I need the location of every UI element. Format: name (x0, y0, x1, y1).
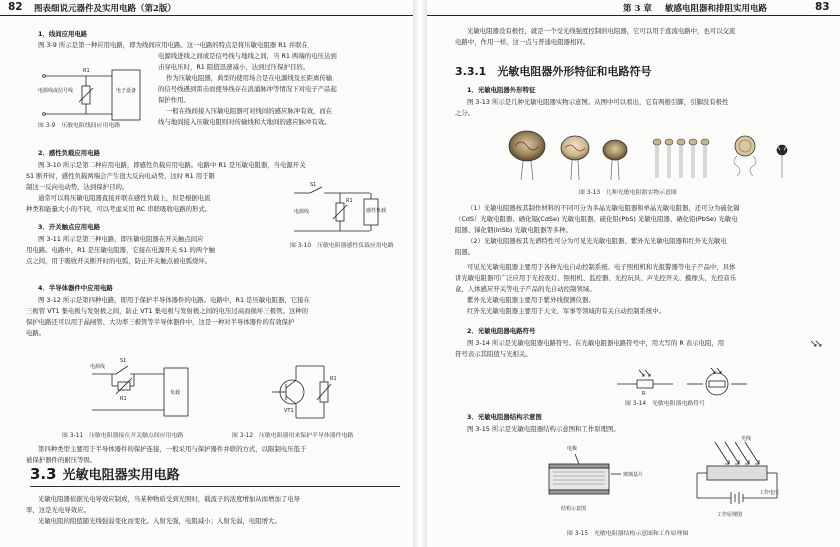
type-line: 阻器、锑化铟(InSb) 光敏电阻器等多种。 (455, 226, 572, 234)
fig-3-15-caption: 图 3-15 光敏电阻器结构示意图和工作原理图 (567, 531, 689, 537)
sec1-title: 1．线间应用电路 (38, 30, 88, 38)
photoresistor-large (509, 131, 545, 180)
fig-3-15-structure (539, 440, 649, 520)
sub1-line: 图 3-13 所示是几种光敏电阻器实物示意图。从图中可以看出，它有两根引脚，引脚没有极性 (467, 98, 729, 106)
type-line: 盒、人体感应开关等电子产品的光自动控制领域。 (455, 285, 596, 293)
sub1-line: 之分。 (455, 109, 475, 117)
right-page (427, 0, 840, 547)
fig-3-14-caption: 图 3-14 光敏电阻器电路符号 (625, 401, 706, 407)
right-page-number: 83 (815, 1, 830, 13)
type-line: 红外光光敏电阻器主要用于天文、军事等领域的有关自动控制系统中。 (467, 307, 666, 315)
fig-3-13-photoresistors (497, 124, 797, 184)
fig-3-9-circuit (36, 62, 146, 127)
left-book-title: 图表细说元器件及实用电路（第2版） (34, 4, 176, 14)
sec4-line: 图 3-12 所示是第四种电路，即用于保护半导体器件的电路。电路中，R1 是压敏电阻器，它接在 (38, 296, 310, 304)
sec1-line: 作为压敏电阻器，典型的使用场合是在电源线及长距离传输 (166, 74, 333, 82)
fig311-s1-label: S1 (120, 358, 127, 364)
fig311-load-label: 负载 (170, 390, 181, 396)
type-line: （CdS）光敏电阻器、硒化镉(CdSe) 光敏电阻器、硫化铅(PbS) 光敏电阻器、硒化铅(PbSe) 光敏电 (455, 215, 738, 223)
sec2-line: 制这一反向电动势，达到保护目的。 (26, 183, 129, 191)
right-chapter-title: 敏感电阻器和排阻实用电路 (665, 4, 768, 14)
photoresistor-row (653, 139, 709, 178)
sec3-line: 点之间，用于吸收开关断开时的电弧，防止开关触点被电弧烧坏。 (26, 257, 212, 265)
fig314-r-label: R (642, 391, 646, 397)
sub3-title: 3．光敏电阻器结构示意图 (467, 413, 542, 421)
fig310-s1-label: S1 (310, 182, 317, 188)
section-3-3-title: 光敏电阻器实用电路 (62, 468, 180, 483)
fig315-light-label: 光线 (741, 436, 752, 442)
fig315-principle-label: 工作原理图 (717, 512, 743, 518)
photoresistor-small (776, 144, 788, 178)
fig-3-13-caption: 图 3-13 几种光敏电阻器实物示意图 (579, 190, 677, 196)
sec3-line: 用电路。电路中，R1 是压敏电阻器，它接在电源开关 S1 的两个触 (26, 246, 215, 254)
left-page (0, 0, 413, 547)
section-3-3-heading (30, 464, 180, 483)
light-arrows-icon (810, 339, 824, 349)
photoresistor-coiled (734, 136, 756, 176)
sub2-line: 符号表示其阻值与光相关。 (455, 350, 532, 358)
sec3-line: 图 3-11 所示是第三种电路，即压敏电阻器在开关触点间应 (38, 235, 204, 243)
sub2-title: 2．光敏电阻器电路符号 (467, 327, 536, 335)
type-line: 可见光光敏电阻器主要用于各种光电自动控制系统、电子照相机和光报警器等电子产品中，具体 (467, 263, 736, 271)
section-3-3-1-title: 3.3.1 光敏电阻器外形特征和电路符号 (455, 65, 652, 78)
fig-3-12-caption: 图 3-12 压敏电阻器用来保护半导体器件电路 (232, 433, 354, 439)
sub1-title: 1．光敏电阻器外形特征 (467, 86, 536, 94)
right-intro-line: 电路中，作用一样，这一点与普通电阻器相同。 (455, 38, 590, 46)
sec4-line: 三极管 VT1 集电极与发射极之间，防止 VT1 集电极与发射极之间的电压过高而损坏三极管。这种的 (26, 307, 309, 315)
summary-line: 第四种类型主要用于半导体器件的保护连接，一般采用与保护器件并联的方式，以限制电压低于 (38, 445, 307, 453)
sec2-line: S1 断开时，感性负载两端会产生很大反向电动势，这时 R1 用于限 (26, 172, 215, 180)
intro-line: 光敏电阻器依据光电导效应制成，当某种物质受到光照时，载流子的浓度增加从而增加了电导 (38, 495, 301, 503)
right-intro-line: 光敏电阻器没有极性，就是一个受光线强度控制的电阻器，它可以用于直流电路中，也可以交流 (467, 27, 736, 35)
right-page-header (427, 0, 840, 16)
type-line: 阻器。 (455, 248, 475, 256)
fig312-r1-label: R1 (330, 376, 337, 382)
sec1-line: 线与地间接入压敏电阻则对传输线和大地间的感应脉冲有效。 (158, 118, 331, 126)
fig39-r1-label: R1 (83, 68, 90, 74)
right-chapter-label: 第 3 章 (623, 4, 652, 14)
type-line: （2）光敏电阻器按其光谱特性可分为可见光光敏电阻器、紫外光光敏电阻器和红外光光敏电 (467, 237, 727, 245)
sec1-line: 电源线进线之间或是信号线与地线之间，当 R1 两端的电压达到 (158, 52, 337, 60)
sec4-line: 电路。 (26, 329, 46, 337)
section-divider (30, 486, 400, 487)
fig310-r1-label: R1 (346, 198, 353, 204)
sec2-line: 图 3-10 所示是第二种应用电路，即感性负载应用电路。电路中 R1 是压敏电阻器，当电源开关 (38, 161, 306, 169)
left-page-header (0, 0, 413, 16)
sec4-line: 保护电路还可以用于晶闸管、大功率三极管等半导体器件中，这是一种对半导体器件的有效保护 (26, 318, 295, 326)
fig-3-9-caption: 图 3-9 压敏电阻线间应用电路 (38, 123, 121, 129)
fig315-film-label: 玻璃基片 (623, 472, 644, 478)
sec4-title: 4．半导体器件中应用电路 (38, 284, 113, 292)
fig39-line-label: 电源线或信号线 (38, 88, 74, 94)
fig312-vt1-label: VT1 (284, 408, 294, 414)
fig-3-12-circuit (262, 360, 342, 422)
sec3-title: 3．开关触点应用电路 (38, 223, 100, 231)
sec1-line: 击穿电压时，R1 阻值迅速减小，达到过压保护目的。 (158, 63, 310, 71)
sec1-line: 保护作用。 (158, 96, 190, 104)
fig315-structure-label: 结构示意图 (561, 506, 587, 512)
fig-3-10-circuit (292, 183, 392, 238)
section-3-3-number: 3.3 (30, 465, 57, 483)
sec2-line: 通常可以将压敏电阻器直接并联在感性负载上，但是根据电流 (38, 194, 211, 202)
fig-3-10-caption: 图 3-10 压敏电阻器感性负载应用电路 (290, 243, 394, 249)
sec1-line: 一般在线间接入压敏电阻器可对线间的感应脉冲有效，而在 (166, 107, 333, 115)
fig311-line-label: 电源线 (90, 364, 106, 370)
type-line: （1）光敏电阻器按其制作材料的不同可分为多晶光敏电阻器和单晶光敏电阻器，还可分为硫化镉 (467, 204, 740, 212)
intro-line: 率，这是光电导效应。 (26, 506, 90, 514)
sec2-title: 2．感性负载应用电路 (38, 149, 100, 157)
fig310-load-label: 感性负载 (366, 208, 387, 214)
fig-3-11-circuit (88, 352, 198, 422)
sub3-line: 图 3-15 所示是光敏电阻器结构示意图和工作原理图。 (467, 425, 620, 433)
fig311-r1-label: R1 (120, 396, 127, 402)
intro-line: 光敏电阻的阻值随光线强弱变化而变化。入射光强，电阻减小；入射光弱，电阻增大。 (38, 517, 281, 525)
sec2-line: 种类和能量大小的不同，可以考虑采用 RC 串联吸收电路的形式。 (26, 205, 212, 213)
sec1-line: 图 3-9 所示是第一种应用电路，即为线间应用电路。这一电路的特点是将压敏电阻器 R1 并联在 (38, 41, 308, 49)
book-gutter (413, 0, 427, 547)
fig39-device-label: 电子设备 (116, 88, 137, 94)
type-line: 讲光敏电阻器可广泛应用于光控夜灯、照相机、监控器、光控玩具、声光控开关、摄像头、光控音乐 (455, 274, 737, 282)
fig-3-14-symbols (617, 364, 757, 396)
fig-3-15-principle (683, 436, 793, 522)
photoresistor-medium-2 (603, 140, 627, 180)
fig315-battery-label: 工作电压 (759, 490, 780, 496)
fig-3-11-caption: 图 3-11 压敏电阻器接在开关触点间应用电路 (62, 433, 184, 439)
summary-line: 被保护器件的耐压等级。 (26, 456, 97, 464)
photoresistor-medium (561, 136, 589, 180)
type-line: 紫外光光敏电阻器主要用于紫外线探测仪器。 (467, 296, 595, 304)
fig310-line-label: 电源线 (294, 209, 310, 215)
fig315-electrode-label: 电极 (567, 446, 578, 452)
sub2-line: 图 3-14 所示是光敏电阻器电路符号。在光敏电阻器电路符号中，用大写的 R 表示电阻，用 (467, 339, 725, 347)
sec1-line: 的信号线遇到雷击而使导线存在浪涌脉冲等情况下对电子产品起 (158, 85, 337, 93)
left-page-number: 82 (8, 1, 23, 13)
